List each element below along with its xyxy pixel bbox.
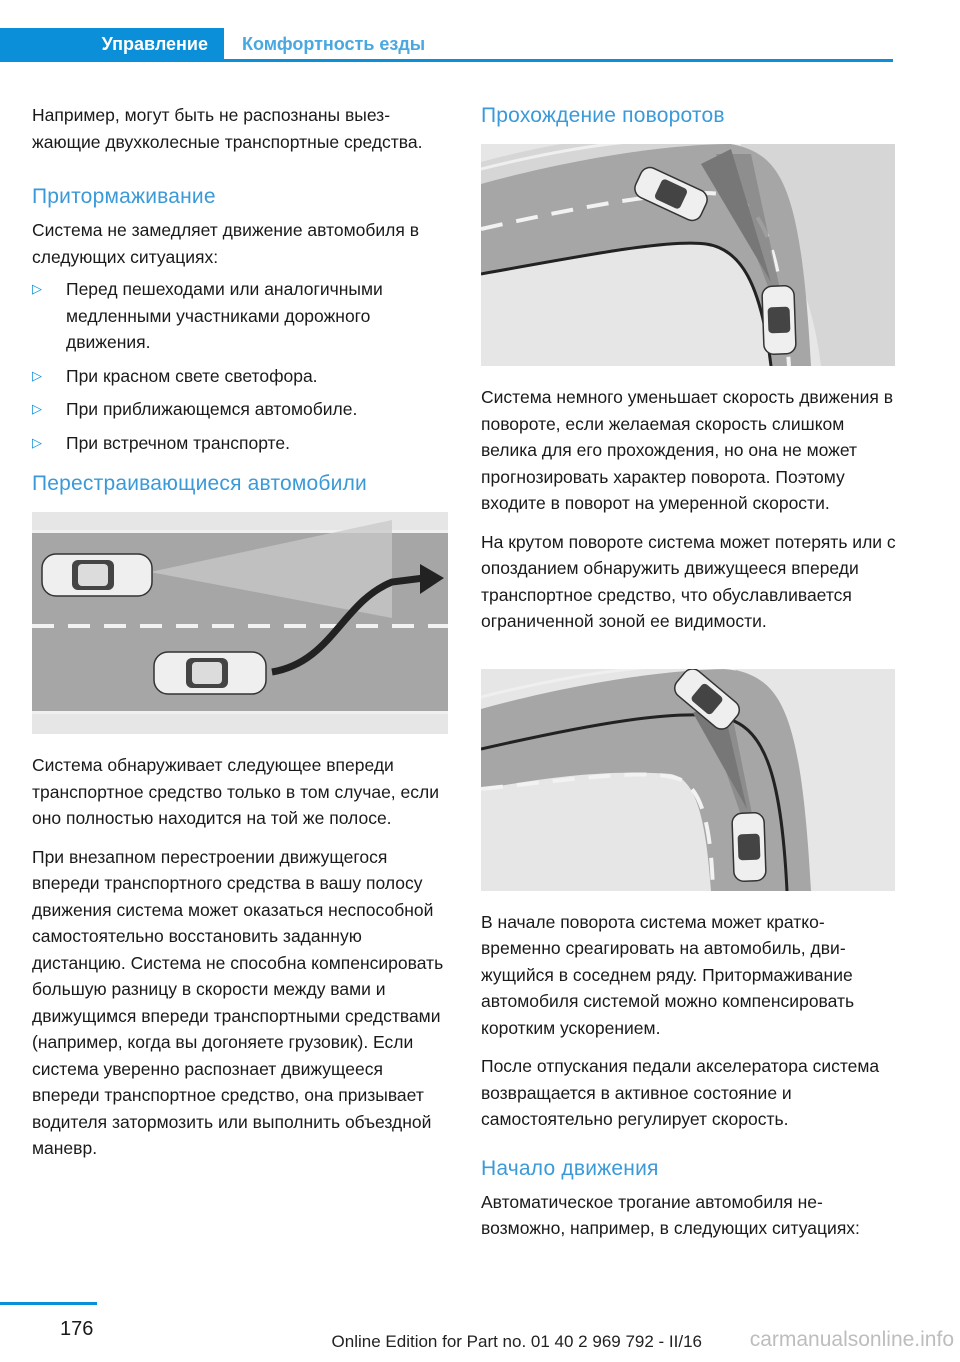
car-icon bbox=[42, 554, 152, 596]
watermark: carmanualsonline.info bbox=[749, 1328, 954, 1351]
edition-note: Online Edition for Part no. 01 40 2 969 792 - II/16 bbox=[331, 1332, 702, 1351]
car-icon bbox=[762, 285, 796, 354]
list-item-text: При приближающемся автомобиле. bbox=[66, 399, 358, 419]
page-number: 176 bbox=[60, 1318, 94, 1340]
right-column bbox=[481, 102, 897, 1254]
page-header bbox=[0, 28, 893, 62]
braking-paragraph: Система не замедляет движение автомобиля в следующих ситуациях: bbox=[32, 220, 420, 267]
list-item bbox=[32, 430, 448, 457]
braking-heading: Притормаживание bbox=[32, 185, 216, 208]
lane-change-paragraph-1: Система обнаруживает следующее впереди транспортное средство только в том случае, если оно полностью находится на той же полосе. bbox=[32, 755, 439, 828]
header-rule bbox=[224, 59, 893, 62]
curves-paragraph-2: На крутом повороте система может потерять или с опозданием обнаружить движущееся впереди транспортное средство, что обуславливается ограниченной зоной ее видимости. bbox=[481, 531, 896, 631]
curves-paragraph-4: После отпускания педали акселератора система возвращается в активное состояние и самостоятельно регулирует скорость. bbox=[481, 1056, 880, 1129]
curve-illustration-1 bbox=[481, 144, 895, 366]
list-item bbox=[32, 276, 448, 356]
triangle-bullet-icon: ▷ bbox=[32, 401, 42, 416]
intro-paragraph: Например, могут быть не распознаны выезжающие двухколесные транспортные средства. bbox=[32, 105, 423, 152]
car-icon bbox=[154, 652, 266, 694]
curves-paragraph-3: В начале поворота система может кратковременно среагировать на автомобиль, движущийся в соседнем ряду. Притормаживание автомобиля системой можно компенсировать коротким ускорением. bbox=[481, 911, 855, 1038]
list-item-text: При встречном транспорте. bbox=[66, 432, 290, 453]
triangle-bullet-icon: ▷ bbox=[32, 367, 42, 383]
section-label: Управление bbox=[101, 34, 208, 54]
start-paragraph: Автоматическое трогание автомобиля невозможно, например, в следующих ситуациях: bbox=[481, 1191, 860, 1238]
curve-illustration-2 bbox=[481, 669, 895, 891]
lane-change-illustration bbox=[32, 512, 448, 734]
triangle-bullet-icon: ▷ bbox=[32, 434, 42, 450]
list-item bbox=[32, 396, 448, 423]
left-column bbox=[32, 102, 448, 1174]
lane-change-heading: Перестраивающиеся автомобили bbox=[32, 472, 367, 495]
section-tab[interactable] bbox=[0, 28, 224, 62]
curves-paragraph-1: Система немного уменьшает скорость движения в повороте, если желаемая скорость слишком велика для его прохождения, но она не может прогнозировать характер поворота. Поэтому входите в поворот на умеренной скорости. bbox=[481, 387, 894, 513]
subsection-tab[interactable]: Комфортность езды bbox=[242, 34, 426, 54]
list-item-text: Перед пешеходами или аналогичными медленными участниками дорожного движения. bbox=[66, 279, 383, 352]
list-item-text: При красном свете светофора. bbox=[66, 365, 318, 386]
braking-list bbox=[32, 276, 448, 456]
triangle-bullet-icon: ▷ bbox=[32, 281, 42, 296]
lane-change-paragraph-2: При внезапном перестроении движущегося впереди транспортного средства в вашу полосу движения система может оказаться неспособной самостоятельно восстановить заданную дистанцию. Система не способна компенсировать большую разницу в скорости между вами и движущимся впереди транспортными средствами (например, когда вы догоняете грузовик). Если система уверенно распознает движущееся впереди транспортное средство, она призывает водителя затормозить или выполнить объездной маневр. bbox=[32, 846, 444, 1158]
list-item bbox=[32, 363, 448, 390]
footer-rule bbox=[0, 1302, 97, 1305]
curves-heading: Прохождение поворотов bbox=[481, 104, 725, 127]
start-heading: Начало движения bbox=[481, 1156, 659, 1180]
car-icon bbox=[732, 812, 766, 881]
